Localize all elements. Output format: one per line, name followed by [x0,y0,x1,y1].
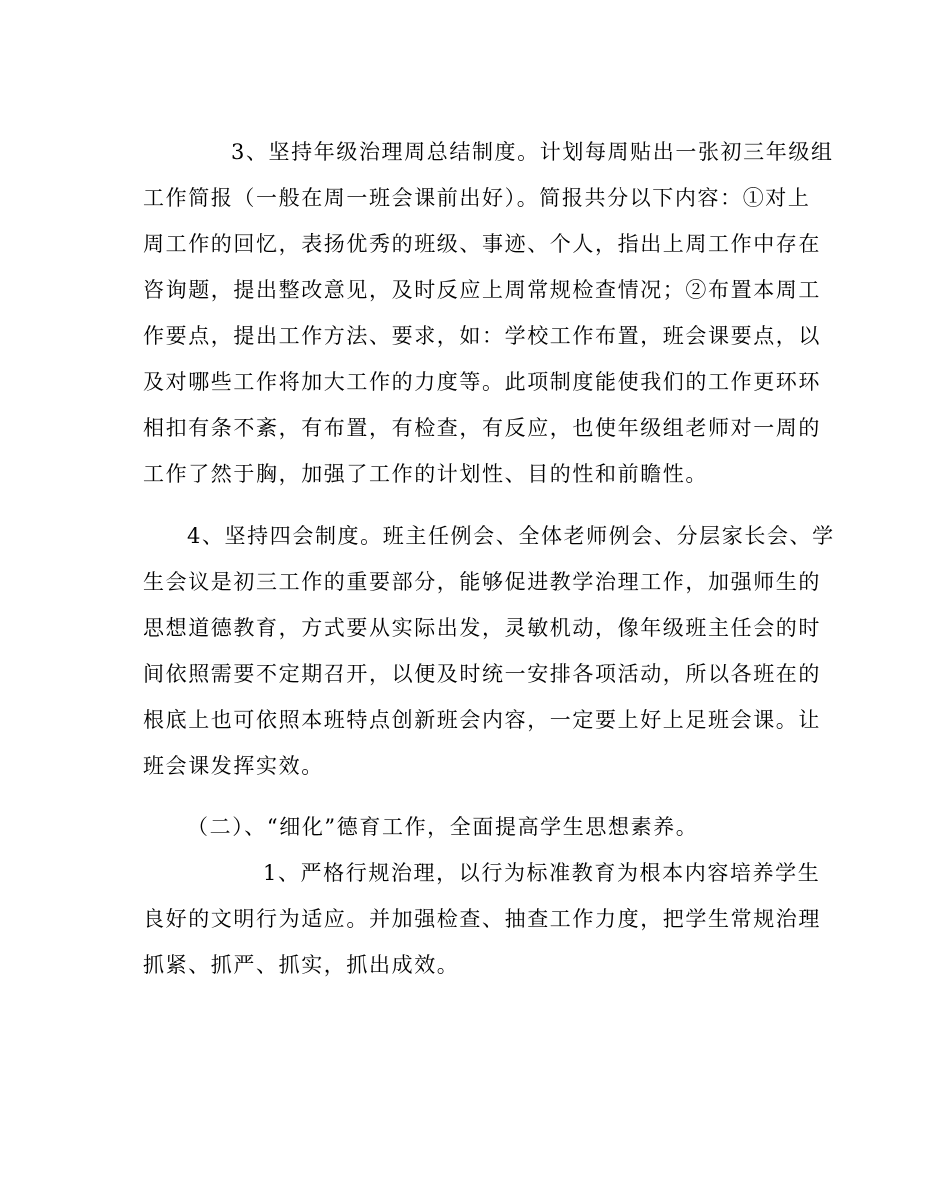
paragraph-3-line-6: 及对哪些工作将加大工作的力度等。此项制度能使我们的工作更环环 [143,370,821,394]
paragraph-3-line-4: 咨询题，提出整改意见，及时反应上周常规检查情况；②布置本周工 [143,278,821,302]
paragraph-3-line-1: 3、坚持年级治理周总结制度。计划每周贴出一张初三年级组 [231,140,834,164]
paragraph-4-line-3: 思想道德教育，方式要从实际出发，灵敏机动，像年级班主任会的时 [143,616,821,640]
paragraph-2-1-line-1: 1、严格行规治理，以行为标准教育为根本内容培养学生 [263,861,821,885]
paragraph-3-line-2: 工作简报（一般在周一班会课前出好）。简报共分以下内容：①对上 [143,186,811,210]
paragraph-2-1-line-2: 良好的文明行为适应。并加强检查、抽查工作力度，把学生常规治理 [143,907,821,931]
paragraph-4-line-6: 班会课发挥实效。 [143,754,324,778]
paragraph-2-1-line-3: 抓紧、抓严、抓实，抓出成效。 [143,953,460,977]
paragraph-3-line-8: 工作了然于胸，加强了工作的计划性、目的性和前瞻性。 [143,462,708,486]
paragraph-4-line-2: 生会议是初三工作的重要部分，能够促进教学治理工作，加强师生的 [143,570,821,594]
paragraph-3-line-7: 相扣有条不紊，有布置，有检查，有反应，也使年级组老师对一周的 [143,416,821,440]
paragraph-4-line-5: 根底上也可依照本班特点创新班会内容，一定要上好上足班会课。让 [143,708,821,732]
paragraph-4-line-4: 间依照需要不定期召开，以便及时统一安排各项活动，所以各班在的 [143,662,821,686]
paragraph-4-line-1: 4、坚持四会制度。班主任例会、全体老师例会、分层家长会、学 [187,524,835,548]
section-heading-2: （二）、“细化”德育工作，全面提高学生思想素养。 [187,815,699,839]
paragraph-3-line-3: 周工作的回忆，表扬优秀的班级、事迹、个人，指出上周工作中存在 [143,232,821,256]
paragraph-3-line-5: 作要点，提出工作方法、要求，如：学校工作布置，班会课要点，以 [143,324,821,348]
